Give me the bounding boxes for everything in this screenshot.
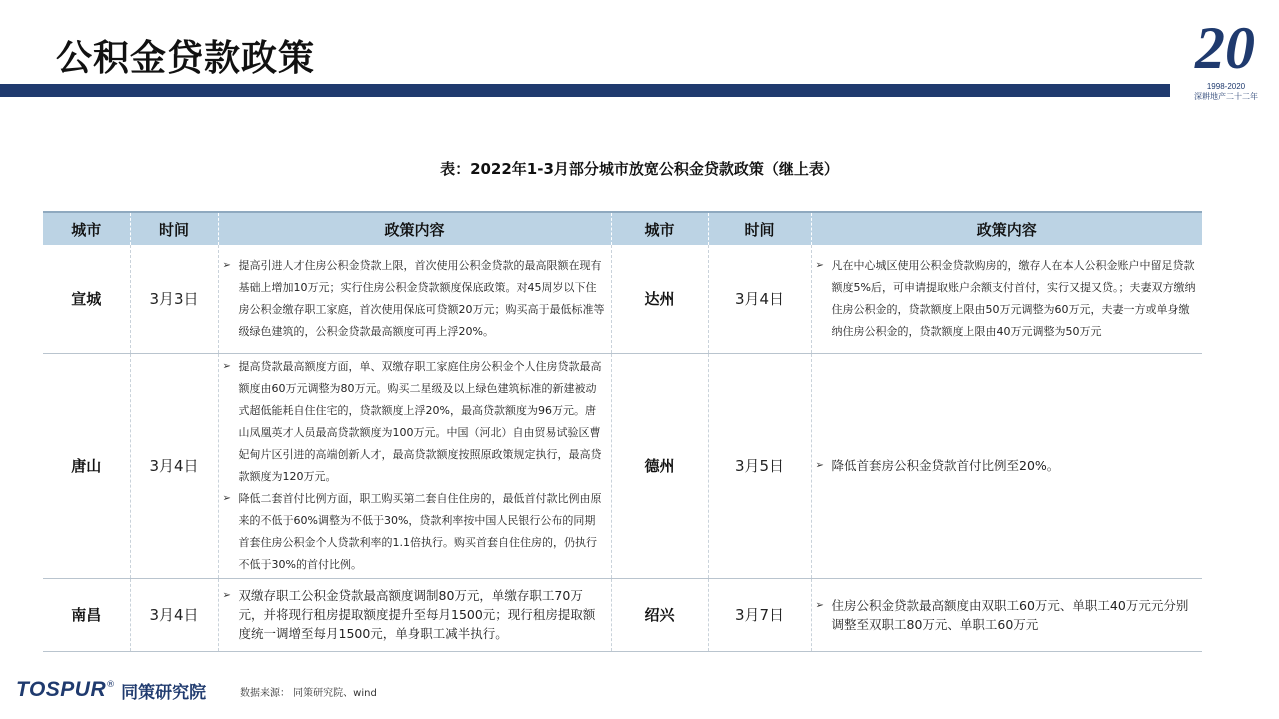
date-cell: 3月7日	[708, 578, 811, 651]
city-cell: 宣城	[43, 245, 130, 353]
column-header: 政策内容	[218, 212, 611, 245]
anniversary-logo	[1196, 10, 1256, 125]
policy-text: 提高引进人才住房公积金贷款上限，首次使用公积金贷款的最高限额在现有基础上增加10万元；实行住房公积金贷款额度保底政策。对45周岁以下住房公积金缴存职工家庭，首次使用保底可贷额20万元；购买高于最低标准等级绿色建筑的，公积金贷款最高额度可再上浮20%。	[238, 258, 605, 338]
table-title: 表：2022年1-3月部分城市放宽公积金贷款政策（继上表）	[440, 160, 839, 178]
date-cell: 3月4日	[130, 578, 218, 651]
brand-name: TOSPUR	[16, 678, 107, 701]
date-cell: 3月5日	[708, 353, 811, 578]
policy-cell	[218, 245, 611, 353]
policy-cell	[811, 578, 1202, 651]
date-cell: 3月3日	[130, 245, 218, 353]
date-cell: 3月4日	[708, 245, 811, 353]
policy-bullet	[816, 596, 1197, 634]
policy-cell	[218, 578, 611, 651]
logo-years: 1998-2020	[1206, 82, 1246, 91]
city-cell: 绍兴	[611, 578, 708, 651]
policy-cell	[811, 353, 1202, 578]
column-header: 政策内容	[811, 212, 1202, 245]
title-underline-bar	[0, 84, 1170, 97]
arrow-bullet-icon: ➢	[222, 360, 231, 372]
policy-text: 降低二套首付比例方面，职工购买第二套自住住房的，最低首付款比例由原来的不低于60%调整为不低于30%，贷款利率按中国人民银行公布的同期首套住房公积金个人贷款利率的1.1倍执行。购买首套自住住房的，仍执行不低于30%的首付比例。	[238, 491, 602, 571]
city-cell: 达州	[611, 245, 708, 353]
policy-bullet	[816, 255, 1197, 343]
date-cell: 3月4日	[130, 353, 218, 578]
anniversary-20-icon	[1195, 10, 1255, 81]
arrow-bullet-icon: ➢	[222, 590, 231, 601]
column-header: 时间	[130, 212, 218, 245]
policy-text: 双缴存职工公积金贷款最高额度调制80万元，单缴存职工70万元，并将现行租房提取额度提升至每月1500元；现行租房提取额度统一调增至每月1500元，单身职工减半执行。	[238, 588, 596, 641]
logo-slogan: 深耕地产二十二年	[1194, 92, 1258, 101]
footer-brand-logo	[16, 677, 206, 703]
policy-text: 提高贷款最高额度方面，单、双缴存职工家庭住房公积金个人住房贷款最高额度由60万元调整为80万元。购买二星级及以上绿色建筑标准的新建被动式超低能耗自住住宅的，贷款额度上浮20%，最高贷款额度为96万元。唐山凤凰英才人员最高贷款额度为100万元。中国（河北）自由贸易试验区曹妃甸片区引进的高端创新人才，最高贷款额度按照原政策规定执行，最高贷款额度为120万元。	[238, 359, 602, 483]
city-cell: 南昌	[43, 578, 130, 651]
arrow-bullet-icon: ➢	[815, 259, 824, 271]
brand-registered-mark: ®	[106, 680, 116, 690]
policy-text: 降低首套房公积金贷款首付比例至20%。	[831, 458, 1060, 473]
policy-table	[43, 211, 1202, 652]
column-header: 城市	[43, 212, 130, 245]
policy-text: 住房公积金贷款最高额度由双职工60万元、单职工40万元元分别调整至双职工80万元、单职工60万元	[831, 597, 1189, 632]
data-source-note: 数据来源： 同策研究院、wind	[240, 688, 377, 699]
policy-cell	[811, 245, 1202, 353]
city-cell: 唐山	[43, 353, 130, 578]
table-row	[43, 245, 1202, 353]
arrow-bullet-icon: ➢	[222, 259, 231, 271]
policy-bullet	[223, 356, 605, 488]
policy-text: 凡在中心城区使用公积金贷款购房的，缴存人在本人公积金账户中留足贷款额度5%后，可申请提取账户余额支付首付，实行又提又贷。；夫妻双方缴纳住房公积金的，贷款额度上限由50万元调整为60万元，夫妻一方或单身缴纳住房公积金的，贷款额度上限由40万元调整为50万元	[831, 258, 1196, 338]
policy-bullet	[223, 586, 605, 643]
policy-bullet	[223, 488, 605, 576]
city-cell: 德州	[611, 353, 708, 578]
arrow-bullet-icon: ➢	[815, 460, 824, 471]
column-header: 城市	[611, 212, 708, 245]
policy-bullet	[816, 456, 1197, 475]
table-row	[43, 578, 1202, 651]
brand-name-cn: 同策研究院	[121, 682, 207, 703]
arrow-bullet-icon: ➢	[222, 492, 231, 504]
page-title: 公积金贷款政策	[56, 38, 316, 79]
policy-bullet	[223, 255, 605, 343]
column-header: 时间	[708, 212, 811, 245]
policy-cell	[218, 353, 611, 578]
logo-digits: 20	[1195, 15, 1255, 81]
arrow-bullet-icon: ➢	[815, 599, 824, 611]
table-row	[43, 353, 1202, 578]
table-header-row	[43, 212, 1202, 245]
